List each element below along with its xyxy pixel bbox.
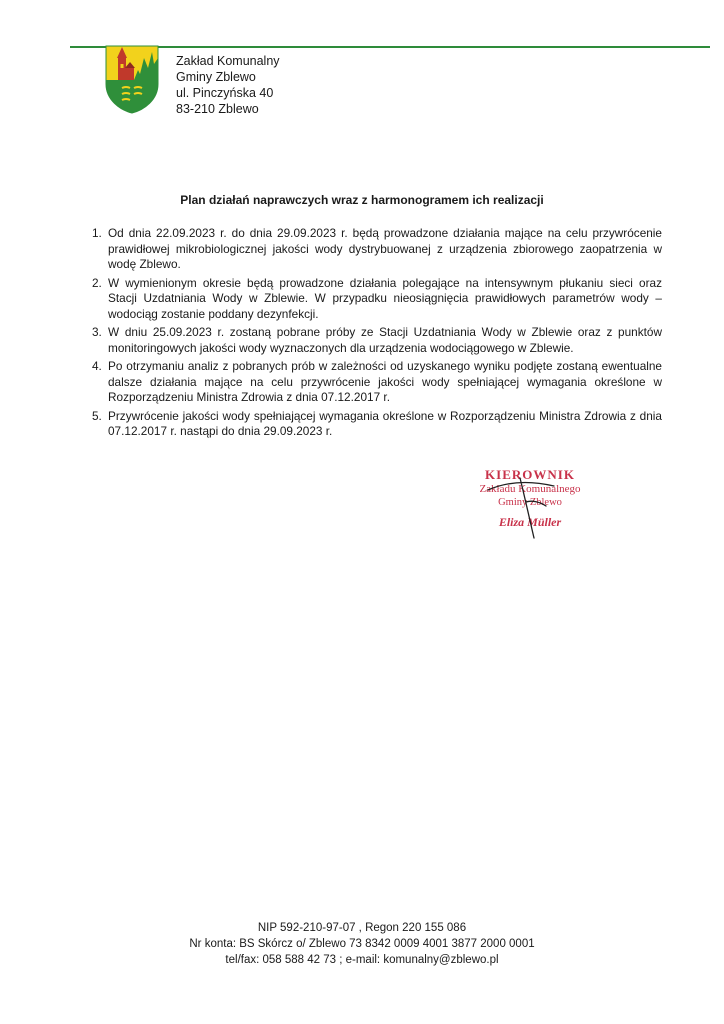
list-item-number: 3.	[92, 325, 102, 339]
document-title: Plan działań naprawczych wraz z harmonogramem ich realizacji	[180, 193, 544, 207]
list-item-number: 5.	[92, 408, 102, 423]
action-plan-list	[88, 226, 662, 443]
footer-tax-ids: NIP 592-210-97-07 , Regon 220 155 086	[257, 922, 467, 934]
list-item-text: Po otrzymaniu analiz z pobranych prób w zależności od uzyskanego wyniku podjęte zostaną ewentualne dalsze działania mające na celu przywrócenie jakości wody spełniającej wymagania określone w Rozporządzeniu Ministra Zdrowia z dnia 07.12.2017 r.	[108, 359, 662, 404]
coat-of-arms-logo	[104, 44, 160, 114]
handwritten-signature	[476, 472, 576, 542]
list-item-number: 2.	[92, 275, 102, 290]
org-municipality-line: Gminy Zblewo	[176, 70, 256, 84]
stamp-person-name: Eliza Müller	[498, 515, 562, 529]
org-street-line: ul. Pinczyńska 40	[176, 86, 274, 100]
list-item-text: Od dnia 22.09.2023 r. do dnia 29.09.2023 r. będą prowadzone działania mające na celu przywrócenie prawidłowej mikrobiologicznej jakości wody dystrybuowanej z urządzenia zbiorowego zaopatrzenia w wodę Zblewo.	[108, 226, 662, 271]
list-item	[88, 276, 662, 323]
list-item	[88, 226, 662, 273]
list-item-text: W dniu 25.09.2023 r. zostaną pobrane próby ze Stacji Uzdatniania Wody w Zblewie oraz z punktów monitoringowych jakości wody wyznaczonych dla urządzenia wodociągowego w Zblewie.	[108, 325, 662, 355]
document-footer	[0, 920, 724, 968]
list-item-number: 4.	[92, 359, 102, 373]
organization-address	[176, 53, 280, 117]
list-item-text: Przywrócenie jakości wody spełniającej wymagania określone w Rozporządzeniu Ministra Zdrowia z dnia 07.12.2017 r. nastąpi do dnia 29.09.2023 r.	[108, 408, 662, 438]
stamp-title: KIEROWNIK	[485, 467, 575, 482]
stamp-municipality-line: Gminy Zblewo	[498, 497, 562, 508]
list-item	[88, 359, 662, 406]
org-postal-line: 83-210 Zblewo	[176, 102, 259, 116]
stamp-org-line: Zakładu Komunalnego	[479, 483, 581, 495]
header-divider-line	[70, 46, 710, 48]
footer-bank-account: Nr konta: BS Skórcz o/ Zblewo 73 8342 0009 4001 3877 2000 0001	[189, 938, 535, 950]
list-item-number: 1.	[92, 226, 102, 240]
list-item-text: W wymienionym okresie będą prowadzone działania polegające na intensywnym płukaniu sieci oraz Stacji Uzdatniania Wody w Zblewie. W przypadku nieosiągnięcia prawidłowych parametrów wody – wodociąg zostanie poddany dezynfekcji.	[108, 275, 662, 321]
footer-contact: tel/fax: 058 588 42 73 ; e-mail: komunalny@zblewo.pl	[225, 954, 499, 966]
list-item	[88, 409, 662, 440]
org-name-line: Zakład Komunalny	[176, 54, 280, 68]
list-item	[88, 325, 662, 356]
